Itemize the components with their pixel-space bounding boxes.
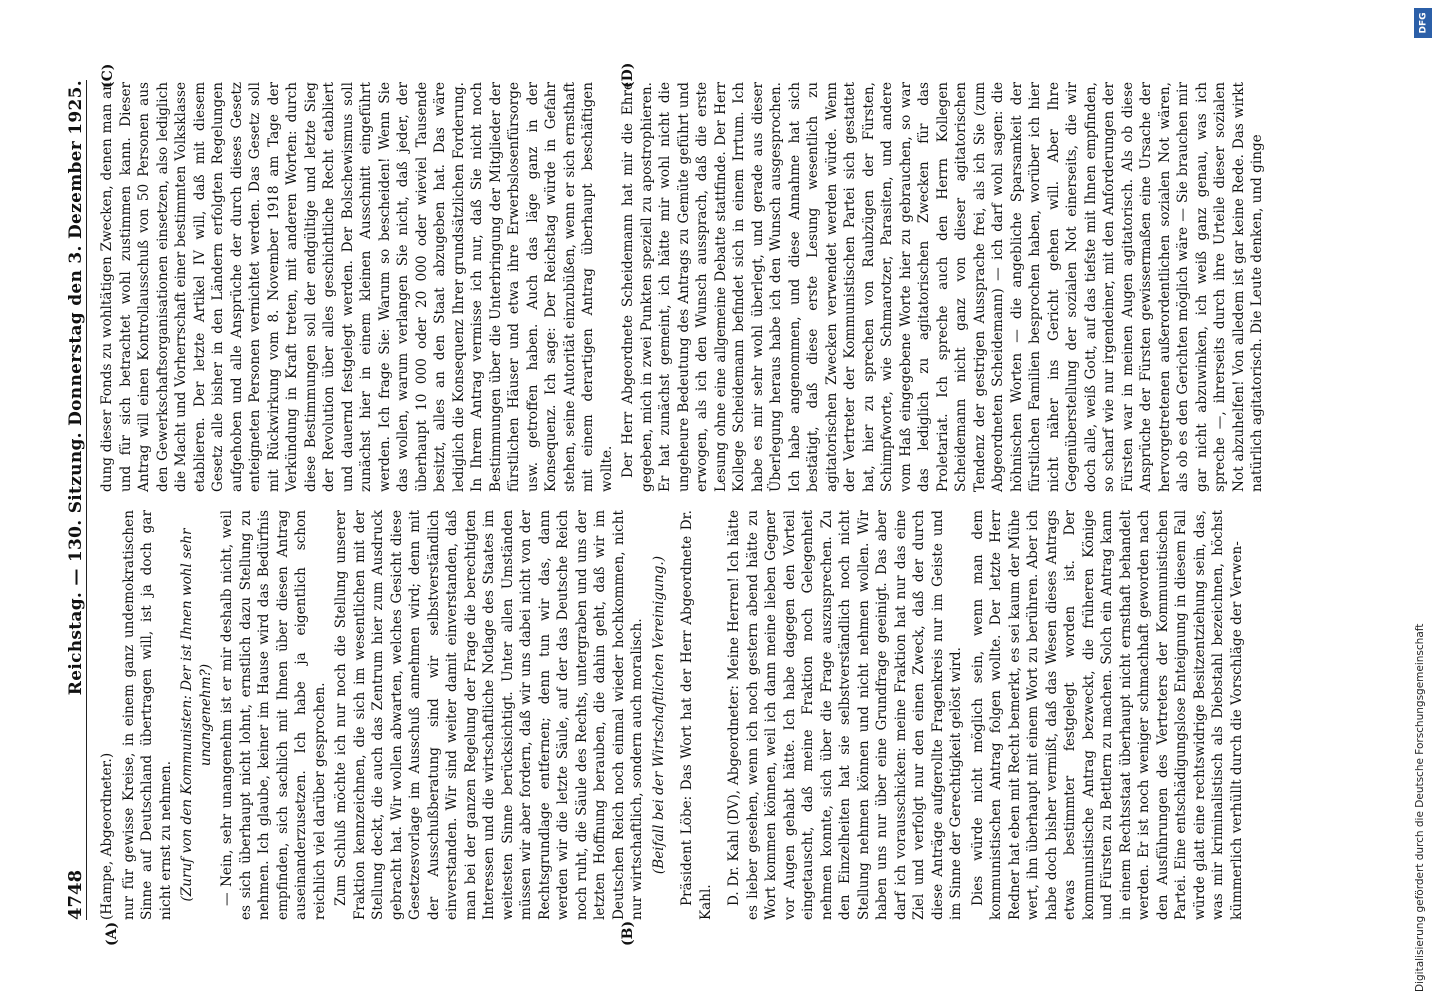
speaker-continuation: (Hampe, Abgeordneter.) (99, 752, 115, 920)
paragraph: Dies würde nicht möglich sein, wenn man dem kommunistischen Antrag folgen wollte. Der letzte Herr Redner hat eben mit Recht bemerkt, es sei kaum der Mühe wert, ihn überhaupt mit einem Wort zu berühren. Aber ich habe doch bisher vermißt, daß das Wesen dieses Antrags etwas bestimmter festgelegt worden ist. Der kommunistische Antrag bezweckt, die früheren Könige und Fürsten zu Bettlern zu machen. Solch ein Antrag kann in einem Rechtsstaat überhaupt nicht ernsthaft behandelt werden. Er ist noch weniger schmachhaft geworden nach den Ausführungen des Vertreters der Kommunistischen Partei. Eine entschädigungslose Enteignung in diesem Fall würde glatt eine rechtswidrige Besitzentziehung sein, das, was mir kriminalistisch als Diebstahl bezeichnen, höchst kümmerlich verhüllt durch die Vorschläge der Verwen- (969, 510, 1245, 920)
margin-mark-b: (B) (620, 920, 636, 946)
paragraph: nur für gewisse Kreise, in einem ganz undemokratischen Sinne auf Deutschland übertragen will, ist ja doch gar nicht ernst zu nehmen. (120, 510, 174, 920)
paragraph: — Nein, sehr unangenehm ist er mir deshalb nicht, weil es sich überhaupt nicht lohnt, ernstlich dazu Stellung zu nehmen. Ich glaube, keiner im Hause wird das Bedürfnis empfinden, sich sachlich mit Ihnen über diesen Antrag auseinanderzusetzen. Ich habe ja eigentlich schon reichlich viel darüber gesprochen. (219, 510, 328, 920)
dfg-logo (1414, 8, 1432, 38)
interjection: (Zuruf von den Kommunisten: Der ist Ihnen wohl sehr unangenehm?) (179, 528, 214, 902)
margin-mark-d: (D) (620, 62, 636, 88)
page-number: 4748 (65, 869, 86, 920)
page-header (60, 80, 87, 920)
paragraph: dung dieser Fonds zu wohltätigen Zwecken, denen man an und für sich betrachtet wohl zustimmen kann. Dieser Antrag will einen Kontrollausschuß von 50 Personen aus den Gewerkschaftsorganisationen einsetzen, also lediglich die Macht und Vorherrschaft einer bestimmten Volksklasse etablieren. Der letzte Artikel IV will, daß mit diesem Gesetz alle bisher in den Ländern erfolgten Regelungen aufgehoben und alle Ansprüche der durch dieses Gesetz enteigneten Personen vernichtet werden. Das Gesetz soll mit Rückwirkung vom 8. November 1918 am Tage der Verkündung in Kraft treten, mit anderen Worten: durch diese Bestimmungen soll der endgültige und letzte Sieg der Revolution über alles geschichtliche Recht etabliert und dauernd festgelegt werden. Der Bolschewismus soll zunächst hier in einem kleinen Ausschnitt eingeführt werden. Ich frage Sie: Warum so bescheiden! Wenn Sie das wollen, warum verlangen Sie nicht, daß jeder, der überhaupt 10 000 oder 20 000 oder wieviel Tausende besitzt, alles an den Staat abzugeben hat. Das wäre lediglich die Konsequenz Ihrer grundsätzlichen Forderung. In Ihrem Antrag vermisse ich nur, daß Sie nicht noch Bestimmungen über die Unterbringung der Mitglieder der fürstlichen Häuser und etwa ihre Erwerbslosenfürsorge usw. getroffen haben. Auch das läge ganz in der Konsequenz. Ich sage: Der Reichstag würde in Gefahr stehen, seine Autorität einzubüßen, wenn er sich ernsthaft mit einem derartigen Antrag überhaupt beschäftigen wollte. (99, 82, 615, 492)
speech-opening: D. Dr. Kahl (DV), Abgeordneter: Meine Herren! Ich hätte es lieber gesehen, wenn ich noch gestern abend hätte zu Wort kommen können, weil ich dann meine lieben Gegner vor Augen gehabt hätte. Ich habe dagegen den Vorteil eingetauscht, daß meine Fraktion noch Gelegenheit nehmen konnte, sich über die Frage auszusprechen. Zu den Einzelheiten hat sie selbstverständlich noch nicht Stellung nehmen können und nicht nehmen wollen. Wir haben uns nur über eine Grundfrage geeinigt. Das aber darf ich vorausschicken: meine Fraktion hat nur das eine Ziel und verfolgt nur den einen Zweck, daß der durch diese Anträge aufgerollte Fragenkreis nur im Geiste und im Sinne der Gerechtigkeit gelöst wird. (726, 510, 964, 920)
paragraph: Der Herr Abgeordnete Scheidemann hat mir die Ehre gegeben, mich in zwei Punkten speziell zu apostrophieren. Er hat zunächst gemeint, ich hätte mir wohl nicht die ungeheure Bedeutung des Antrags zu Gemüte geführt und erwogen, als ich den Wunsch aussprach, daß die erste Lesung ohne eine allgemeine Debatte stattfinde. Der Herr Kollege Scheidemann befindet sich in einem Irrtum. Ich habe es mir sehr wohl überlegt, und gerade aus dieser Überlegung heraus habe ich den Wunsch ausgesprochen. Ich habe angenommen, und diese Annahme hat sich bestätigt, daß diese erste Lesung wesentlich zu agitatorischen Zwecken verwendet werden würde. Wenn der Vertreter der Kommunistischen Partei sich gestattet hat, hier zu sprechen von Raubzügen der Fürsten, Schimpfworte, wie Schmarotzer, Parasiten, und andere vom Haß eingegebene Worte hier zu gebrauchen, so war das lediglich zu agitatorischen Zwecken für das Proletariat. Ich spreche auch den Herrn Kollegen Scheidemann nicht ganz von dieser agitatorischen Tendenz der gestrigen Aussprache frei, als ich Sie (zum Abgeordneten Scheidemann) — ich darf wohl sagen: die höhnischen Worten — die angebliche Sparsamkeit der fürstlichen Familien besprochen haben, worüber ich hier nicht näher ins Gericht gehen will. Aber Ihre Gegenüberstellung der sozialen Not einerseits, die wir doch alle, weiß Gott, auf das tiefste mit Ihnen empfinden, so scharf wie nur irgendeiner, mit den Anforderungen der Fürsten war in meinen Augen agitatorisch. Als ob diese Ansprüche der Fürsten gewissermaßen eine Ursache der hervorgetretenen außerordentlichen sozialen Not wären, als ob es den Gerichten möglich wäre — Sie brauchen mir gar nicht abzuwinken, ich weiß ganz genau, was ich spreche —, ihrerseits durch ihre Urteile dieser sozialen Not abzuhelfen! Von alledem ist gar keine Rede. Das wirkt natürlich agitatorisch. Die Leute denken, und ginge (620, 82, 1265, 492)
page-title: Reichstag. — 130. Sitzung. Donnerstag den 3. Dezember 1925. (66, 80, 86, 696)
margin-mark-c: (C) (100, 63, 116, 88)
paragraph: Zum Schluß möchte ich nur noch die Stellung unserer Fraktion kennzeichnen, die sich im wesentlichen mit der Stellung deckt, die auch das Zentrum hier zum Ausdruck gebracht hat. Wir wollen abwarten, welches Gesicht diese Gesetzesvorlage im Ausschuß annehmen wird; denn mit der Ausschußberatung sind wir selbstverständlich einverstanden. Wir sind weiter damit einverstanden, daß man bei der ganzen Regelung der Frage die berechtigten Interessen und die wirtschaftliche Notlage des Staates im weitesten Sinne berücksichtigt. Unter allen Umständen müssen wir aber fordern, daß wir uns dabei nicht von der Rechtsgrundlage entfernen; denn tun wir das, dann werden wir die letzte Säule, auf der das Deutsche Reich noch ruht, die Säule des Rechts, untergraben und uns der letzten Hoffnung berauben, die dahin geht, daß wir im Deutschen Reich noch einmal wieder hochkommen, nicht nur wirtschaftlich, sondern auch moralisch. (333, 510, 645, 920)
right-column (98, 82, 1265, 492)
margin-mark-a: (A) (104, 921, 120, 946)
president-remark: Präsident Löbe: Das Wort hat der Herr Abgeordnete Dr. Kahl. (679, 510, 714, 920)
applause-note: (Beifall bei der Wirtschaftlichen Vereinigung.) (650, 555, 667, 875)
digitization-note (1414, 8, 1428, 992)
rotated-page (60, 60, 1320, 946)
dfg-logo-text: DFG (1418, 12, 1429, 34)
left-column (98, 510, 1258, 920)
digitization-note-text: Digitalisierung gefördert durch die Deutsche Forschungsgemeinschaft (1414, 623, 1426, 992)
